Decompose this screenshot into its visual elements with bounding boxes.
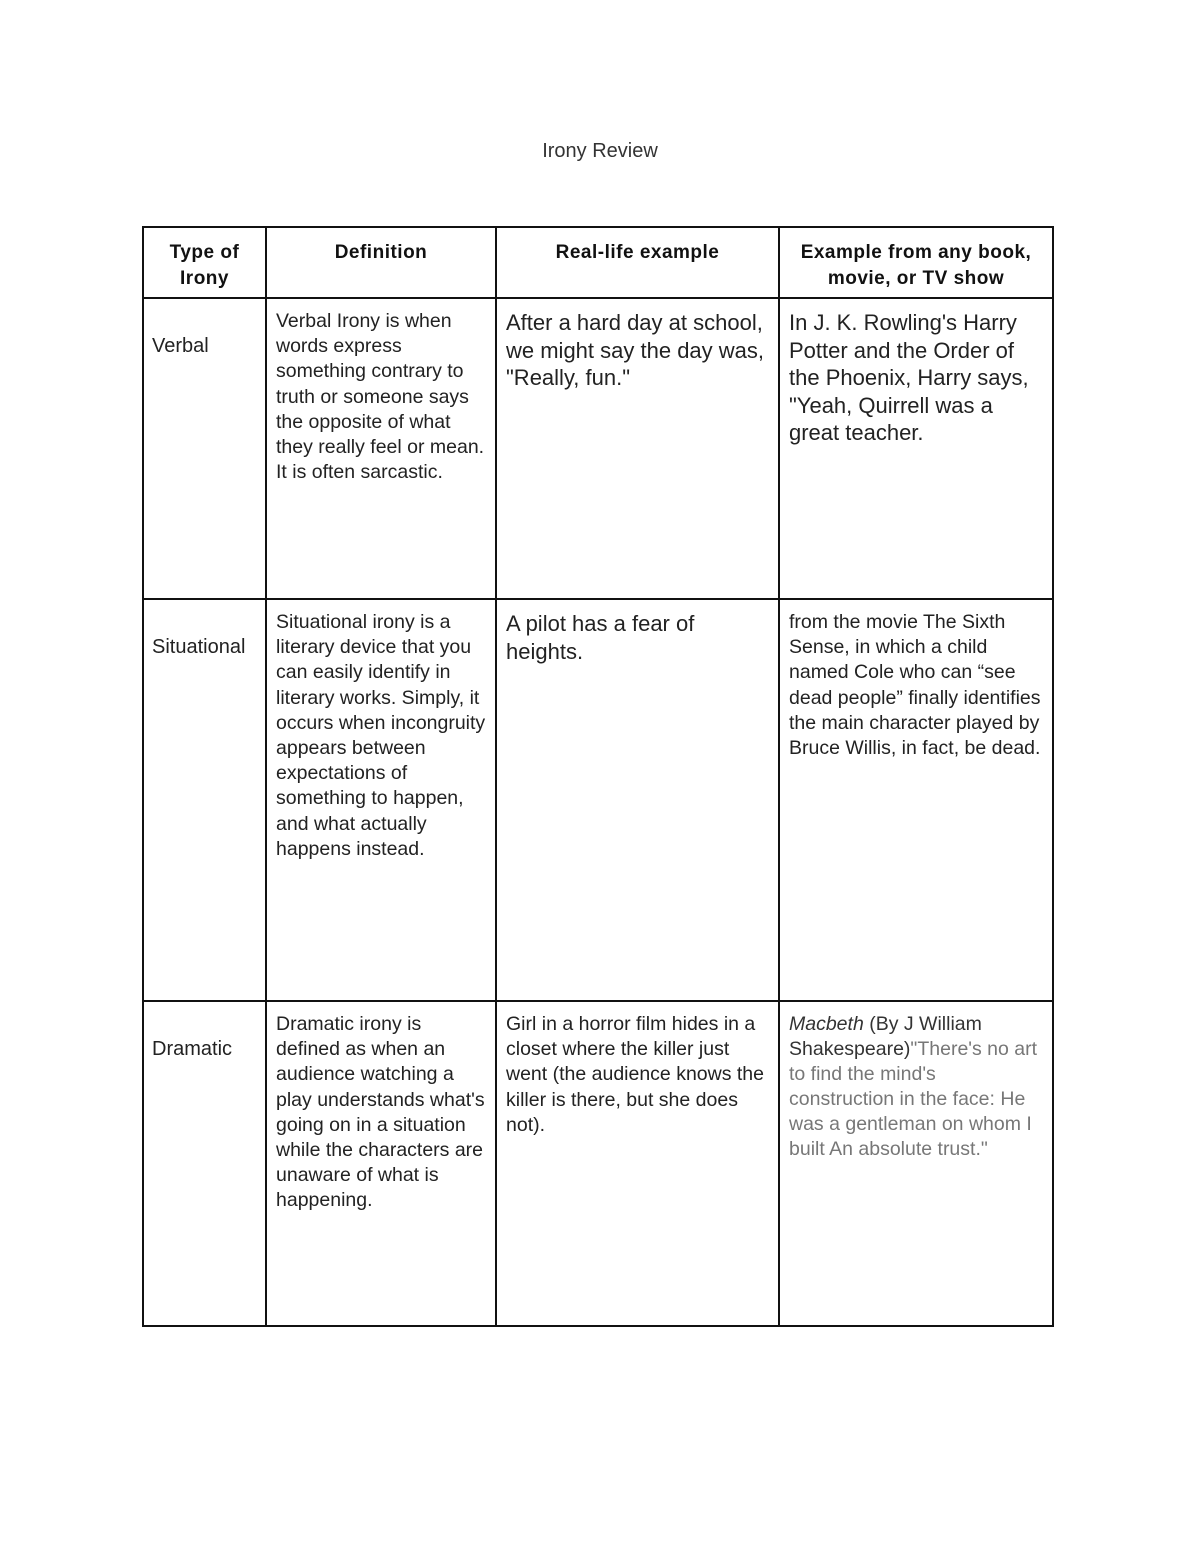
- media-author: (By J William Shakespeare): [789, 1013, 982, 1060]
- cell-real-life: [496, 1001, 779, 1326]
- media-text: from the movie The Sixth Sense, in which a child named Cole who can “see dead people” finally identifies the main character played by Bruce Willis, in fact, be dead.: [789, 611, 1041, 760]
- table-row: [143, 599, 1053, 1001]
- media-text: In J. K. Rowling's Harry Potter and the Order of the Phoenix, Harry says, "Yeah, Quirrell was a great teacher.: [789, 310, 1029, 445]
- irony-type: Situational: [152, 636, 246, 658]
- irony-table: [142, 226, 1054, 1327]
- media-quote: "There's no art to find the mind's construction in the face: He was a gentleman on whom I built An absolute trust.": [789, 1038, 1038, 1160]
- header-media-example: Example from any book, movie, or TV show: [779, 227, 1053, 298]
- table-row: [143, 1001, 1053, 1326]
- cell-media: [779, 298, 1053, 599]
- cell-type: [143, 599, 266, 1001]
- cell-real-life: [496, 298, 779, 599]
- header-type: Type of Irony: [143, 227, 266, 298]
- irony-type: Dramatic: [152, 1038, 233, 1060]
- real-life-text: Girl in a horror film hides in a closet where the killer just went (the audience knows the killer is there, but she does not).: [506, 1013, 764, 1136]
- real-life-text: After a hard day at school, we might say the day was, "Really, fun.": [506, 310, 765, 390]
- cell-type: [143, 1001, 266, 1326]
- table-row: [143, 298, 1053, 599]
- cell-definition: [266, 298, 496, 599]
- definition-text: Dramatic irony is defined as when an audience watching a play understands what's going on in a situation while the characters are unaware of what is happening.: [276, 1013, 485, 1212]
- real-life-text: A pilot has a fear of heights.: [506, 611, 695, 664]
- header-definition: Definition: [266, 227, 496, 298]
- media-text: [780, 1002, 1052, 1162]
- header-real-life-example: Real-life example: [496, 227, 779, 298]
- cell-definition: [266, 599, 496, 1001]
- cell-definition: [266, 1001, 496, 1326]
- cell-real-life: [496, 599, 779, 1001]
- cell-type: [143, 298, 266, 599]
- cell-media: [779, 1001, 1053, 1326]
- definition-text: Situational irony is a literary device that you can easily identify in literary works. Simply, it occurs when incongruity appears between expectations of something to happen, and what actually happens instead.: [276, 611, 486, 860]
- definition-text: Verbal Irony is when words express something contrary to truth or someone says the opposite of what they really feel or mean. It is often sarcastic.: [276, 310, 485, 484]
- irony-type: Verbal: [152, 335, 209, 357]
- page-title: Irony Review: [542, 140, 658, 162]
- table-header-row: [143, 227, 1053, 298]
- cell-media: [779, 599, 1053, 1001]
- media-title: Macbeth: [789, 1013, 864, 1035]
